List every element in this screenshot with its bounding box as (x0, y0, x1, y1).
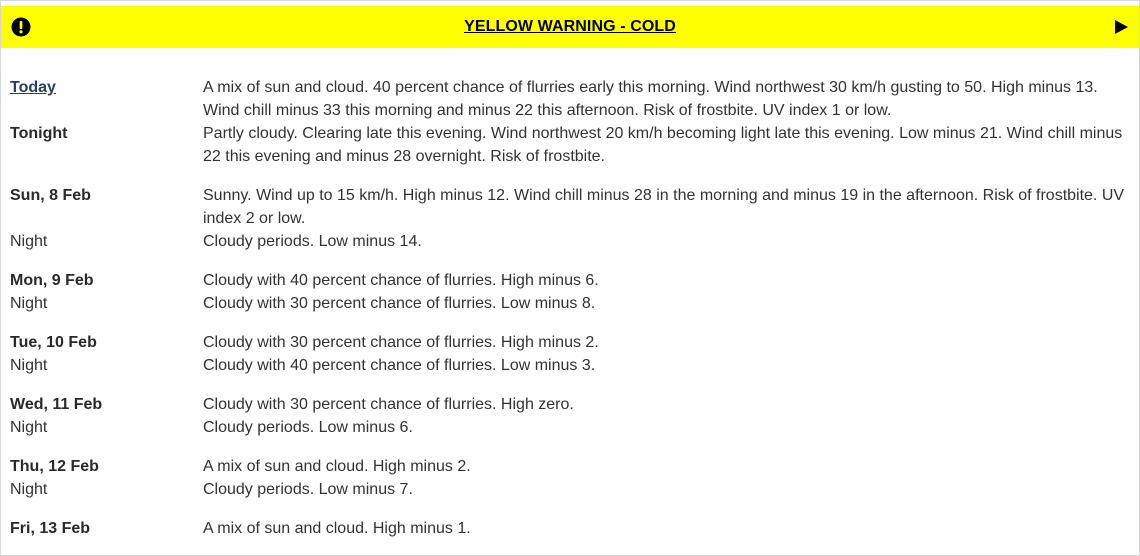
forecast-text: Cloudy periods. Low minus 6. (203, 419, 413, 436)
forecast-text: A mix of sun and cloud. High minus 2. (203, 458, 471, 475)
day-label: Wed, 11 Feb (10, 396, 103, 413)
night-label: Night (10, 357, 48, 374)
day-label: Mon, 9 Feb (10, 272, 94, 289)
day-label: Fri, 13 Feb (10, 520, 91, 537)
forecast-text: Partly cloudy. Clearing late this evening. Wind northwest 20 km/h becoming light late this evening. Low minus 21. Wind chill minus 22 this evening and minus 28 overnight. Risk of frostbite. (203, 125, 1123, 165)
day-label: Sun, 8 Feb (10, 187, 91, 204)
warning-banner[interactable] (1, 6, 1139, 48)
forecast-text: Cloudy with 40 percent chance of flurries. High minus 6. (203, 272, 599, 289)
day-label: Tue, 10 Feb (10, 334, 97, 351)
night-label: Night (10, 481, 48, 498)
forecast-text: Cloudy with 40 percent chance of flurries. Low minus 3. (203, 357, 596, 374)
night-label: Night (10, 233, 48, 250)
night-label: Night (10, 419, 48, 436)
forecast-text: Sunny. Wind up to 15 km/h. High minus 12. Wind chill minus 28 in the morning and minus 19 in the afternoon. Risk of frostbite. UV index 2 or low. (203, 187, 1125, 227)
period-label: Tonight (10, 125, 68, 142)
exclamation-circle-icon (11, 17, 31, 37)
forecast-text: A mix of sun and cloud. 40 percent chance of flurries early this morning. Wind northwest 30 km/h gusting to 50. High minus 13. Wind chill minus 33 this morning and minus 22 this afternoon. Risk of frostbite. UV index 1 or low. (203, 79, 1098, 119)
play-triangle-icon[interactable] (1113, 19, 1129, 35)
night-label: Night (10, 295, 48, 312)
forecast-text: Cloudy periods. Low minus 14. (203, 233, 422, 250)
warning-title[interactable]: YELLOW WARNING - COLD (464, 18, 676, 35)
forecast-text: Cloudy with 30 percent chance of flurries. High minus 2. (203, 334, 599, 351)
forecast-text: Cloudy with 30 percent chance of flurries. High zero. (203, 396, 574, 413)
forecast-text: A mix of sun and cloud. High minus 1. (203, 520, 471, 537)
today-link[interactable]: Today (10, 79, 56, 96)
forecast-text: Cloudy with 30 percent chance of flurries. Low minus 8. (203, 295, 596, 312)
forecast-text: Cloudy periods. Low minus 7. (203, 481, 413, 498)
day-label: Thu, 12 Feb (10, 458, 99, 475)
